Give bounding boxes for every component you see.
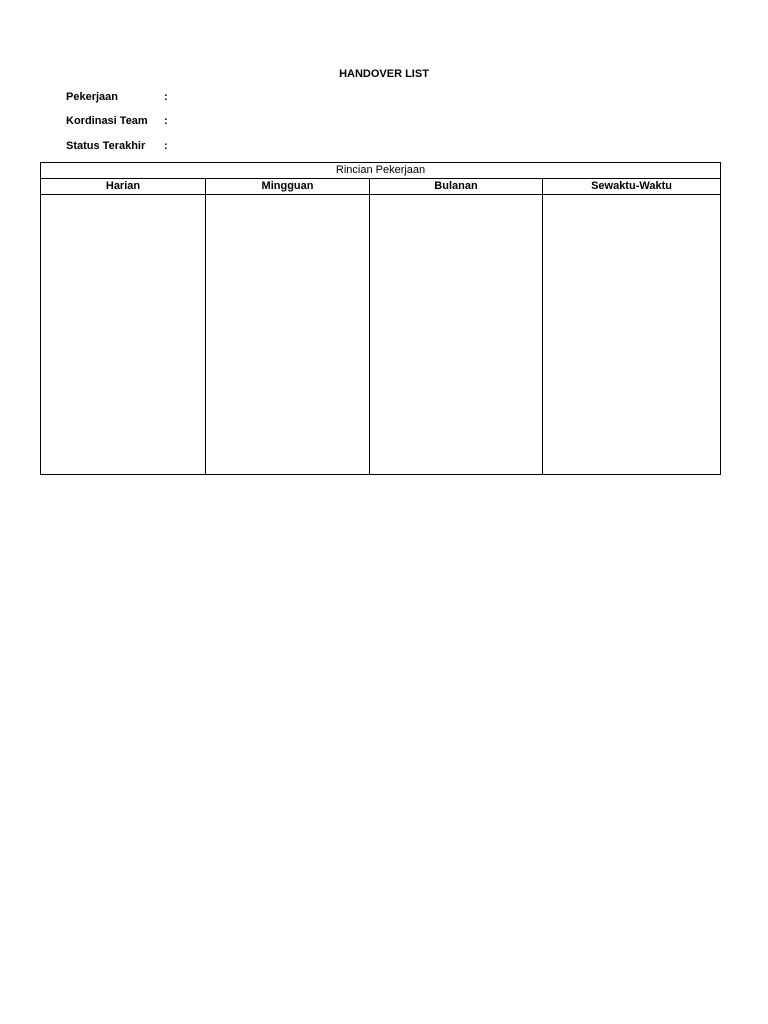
table-header-row	[41, 179, 721, 195]
cell-sewaktu-waktu	[543, 195, 721, 475]
field-separator-pekerjaan: :	[164, 91, 168, 103]
table-caption: Rincian Pekerjaan	[41, 163, 721, 179]
field-separator-kordinasi-team: :	[164, 115, 168, 127]
column-header-mingguan: Mingguan	[206, 179, 370, 195]
cell-bulanan	[370, 195, 543, 475]
field-separator-status-terakhir: :	[164, 140, 168, 152]
cell-harian	[41, 195, 206, 475]
field-label-status-terakhir: Status Terakhir	[66, 140, 146, 152]
cell-mingguan	[206, 195, 370, 475]
work-details-table	[40, 162, 721, 475]
table-row	[41, 195, 721, 475]
document-title: HANDOVER LIST	[339, 68, 429, 80]
column-header-harian: Harian	[41, 179, 206, 195]
field-label-kordinasi-team: Kordinasi Team	[66, 115, 148, 127]
field-label-pekerjaan: Pekerjaan	[66, 91, 118, 103]
column-header-bulanan: Bulanan	[370, 179, 543, 195]
table-caption-row	[41, 163, 721, 179]
column-header-sewaktu-waktu: Sewaktu-Waktu	[543, 179, 721, 195]
